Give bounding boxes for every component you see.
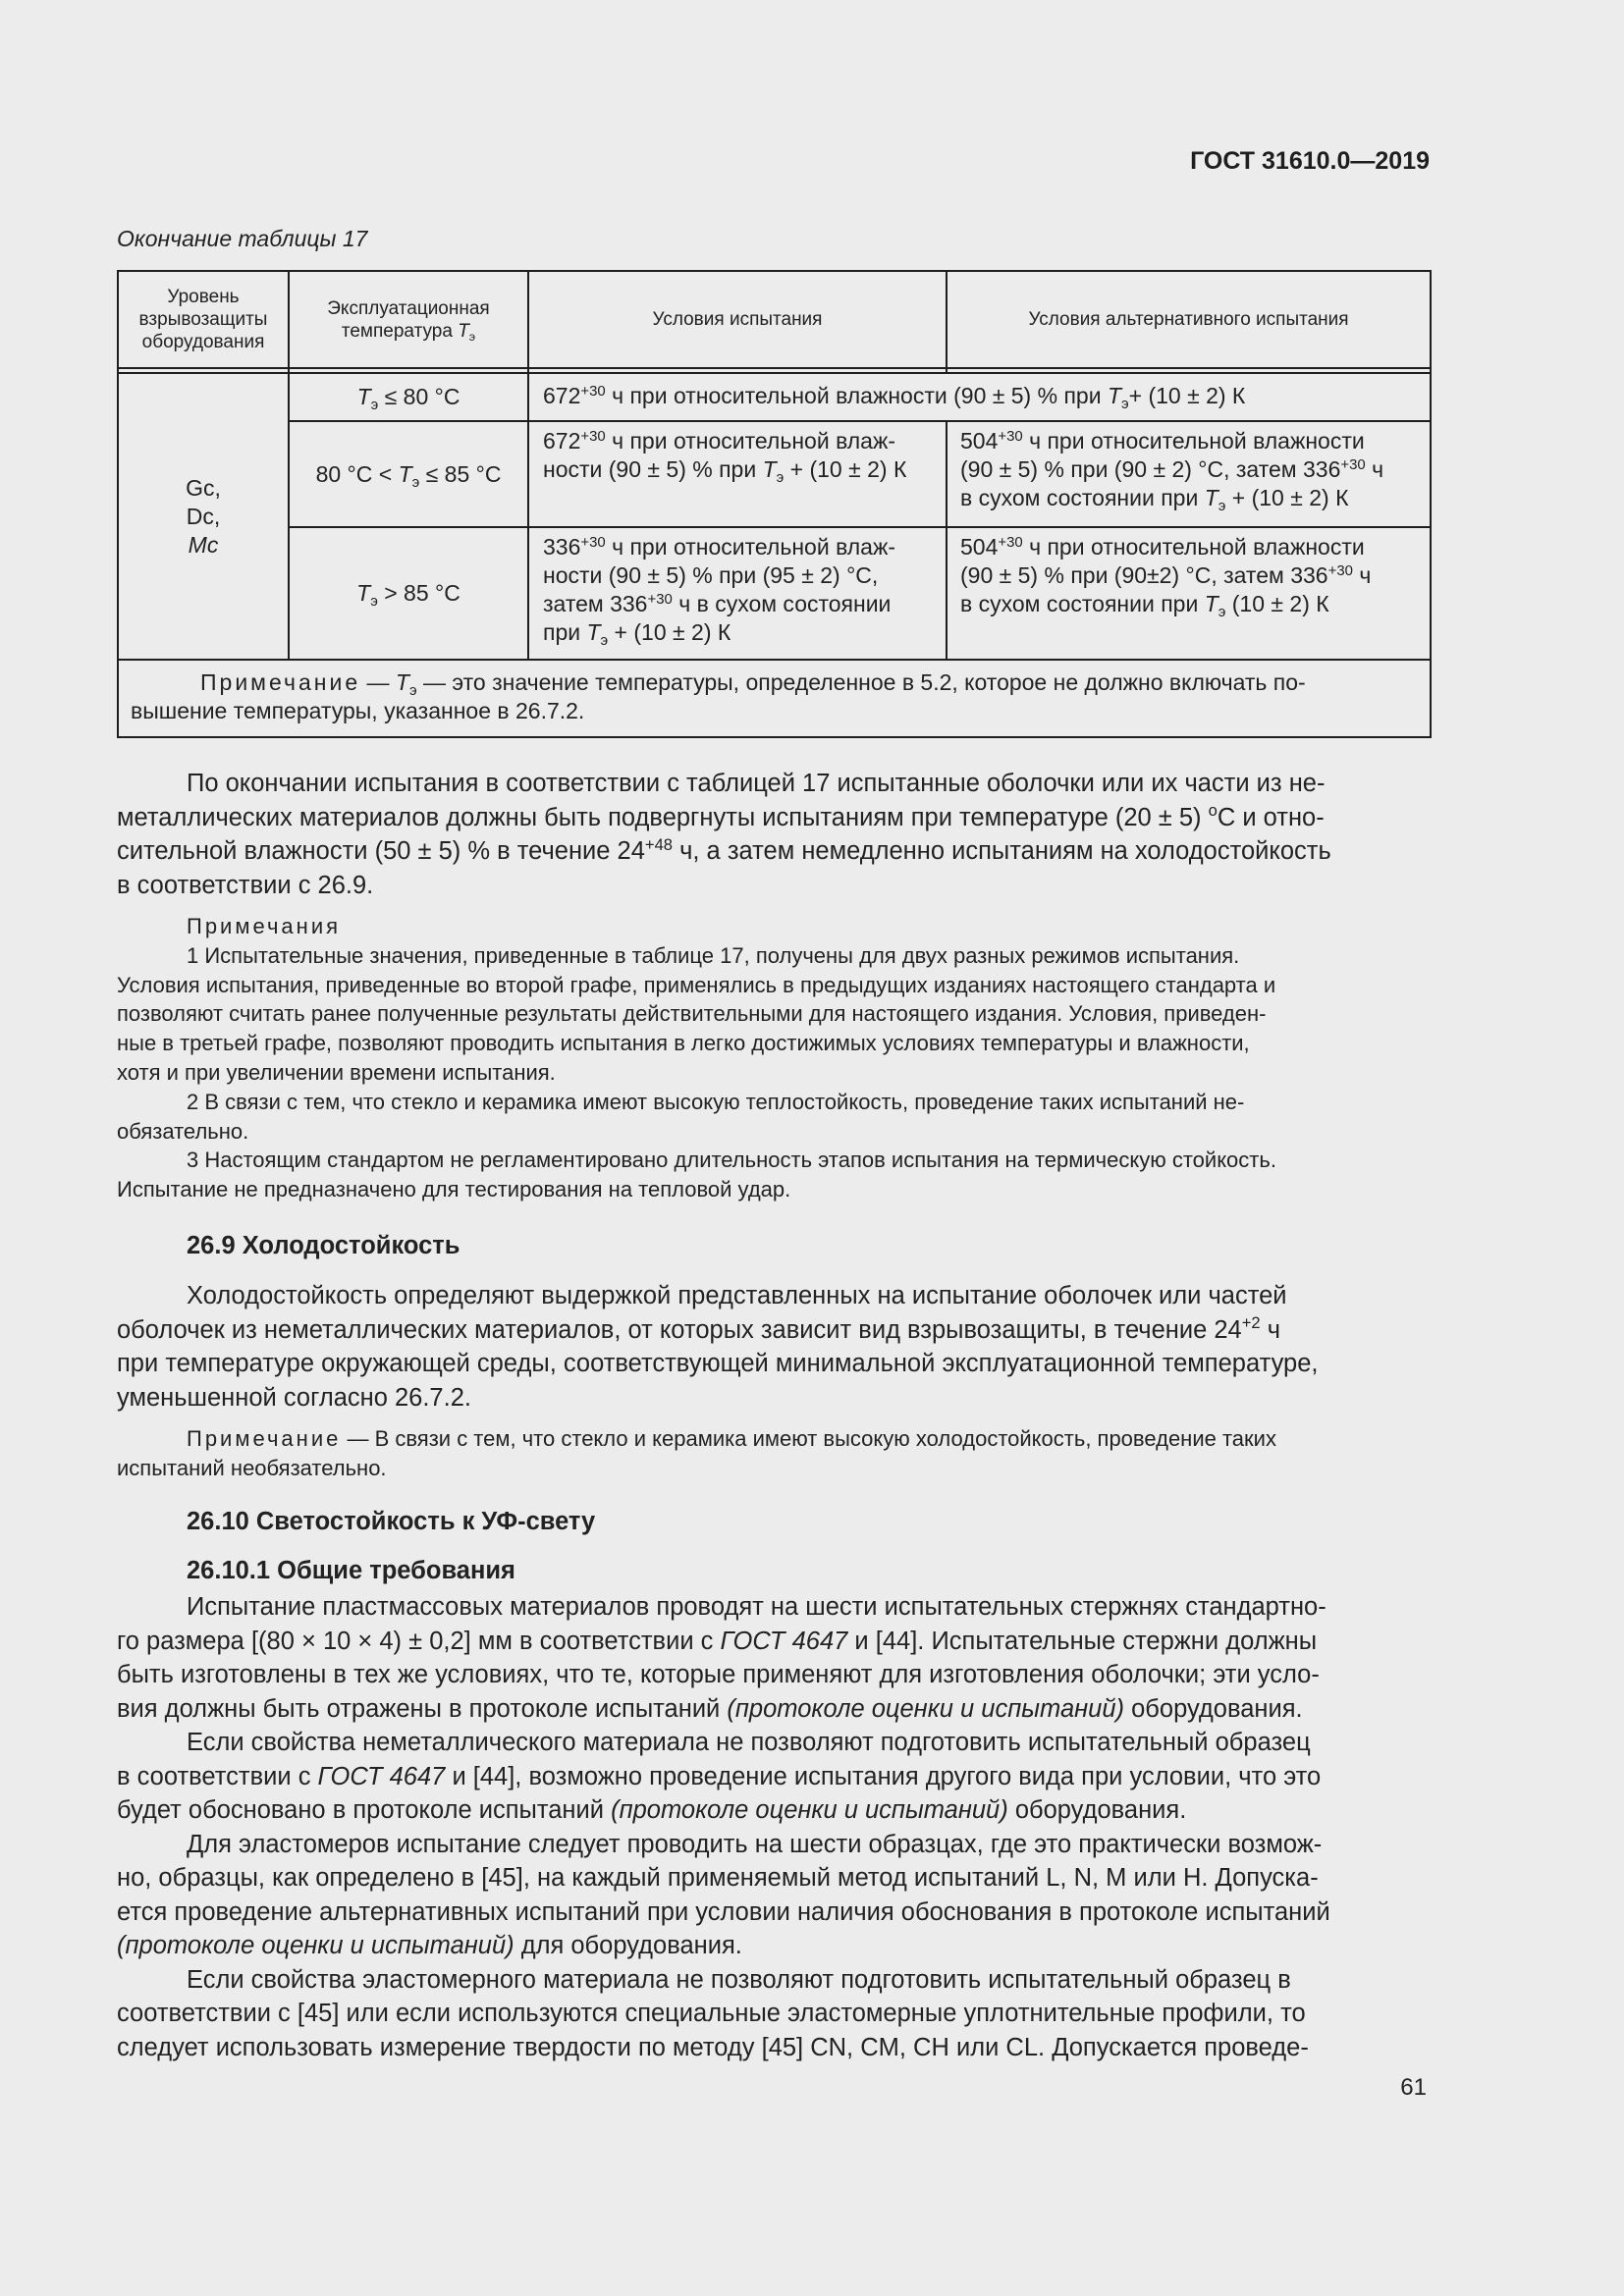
cond-text: 504 <box>960 534 999 560</box>
header-level-line: взрывозащиты <box>138 309 268 330</box>
tolerance-sup: +30 <box>580 382 606 400</box>
text-line: уменьшенной согласно 26.7.2. <box>117 1383 471 1412</box>
text-line: быть изготовлены в тех же условиях, что те, которые применяют для изготовления оболочки; эти усло- <box>117 1661 1320 1688</box>
cond-text: 504 <box>960 428 999 454</box>
section-26-9-body <box>117 1279 1432 1415</box>
cond-text: в сухом состоянии при <box>960 485 1205 510</box>
table-note <box>131 668 1422 725</box>
temp-symbol: T <box>762 456 777 482</box>
cond-text: + (10 ± 2) К <box>608 619 731 645</box>
temp-subscript: э <box>776 469 785 487</box>
note-text: — это значение температуры, определенное в 5.2, которое не должно включать по- <box>416 669 1306 695</box>
tolerance-sup: +30 <box>580 533 606 551</box>
text-line-italic: (протоколе оценки и испытаний) <box>727 1694 1125 1723</box>
header-conditions <box>529 272 946 367</box>
temp-symbol: T <box>1204 591 1218 616</box>
cond-text: затем 336 <box>543 591 648 616</box>
section-26-10-1-body <box>117 1590 1432 2064</box>
temp-symbol: T <box>1107 383 1121 408</box>
text-line-italic: (протоколе оценки и испытаний) <box>117 1932 514 1959</box>
temp-symbol: T <box>356 384 371 409</box>
header-level-line: оборудования <box>141 332 265 352</box>
note-line: обязательно. <box>117 1118 249 1144</box>
header-temperature <box>290 272 527 367</box>
standard-reference: ГОСТ 4647 <box>720 1627 848 1655</box>
cond-text: ч при относительной влажности <box>1022 534 1365 560</box>
cond-text: (90 ± 5) % при (90 ± 2) °C, затем 336 <box>960 456 1341 482</box>
header-alt-conditions <box>947 272 1430 367</box>
temp-symbol: T <box>356 580 371 606</box>
text-line: го размера [(80 × 10 × 4) ± 0,2] мм в соответствии с <box>117 1627 721 1655</box>
note-divider <box>119 659 1430 661</box>
temp-subscript: э <box>370 397 379 414</box>
note-line: Испытание не предназначено для тестирования на тепловой удар. <box>117 1177 791 1202</box>
text-line: и [44]. Испытательные стержни должны <box>847 1627 1318 1655</box>
row3-alt-conditions <box>960 533 1428 621</box>
temp-range: ≤ 85 °C <box>419 460 502 487</box>
level-line: Dc, <box>186 503 221 529</box>
note-line: хотя и при увеличении времени испытания. <box>117 1059 556 1085</box>
cond-text: + (10 ± 2) К <box>784 456 907 482</box>
text-line: оборудования. <box>1124 1694 1303 1723</box>
cond-text: + (10 ± 2) К <box>1225 485 1349 510</box>
cond-text: в сухом состоянии при <box>960 591 1205 616</box>
notes-block <box>117 912 1432 1204</box>
temp-range: 80 °C < <box>315 460 399 487</box>
page-number: 61 <box>1400 2074 1427 2101</box>
header-level-line: Уровень <box>167 287 240 307</box>
note-line: позволяют считать ранее полученные результаты действительными для настоящего издания. Условия, приведен- <box>117 1001 1267 1027</box>
cond-text: ч при относительной влажности (90 ± 5) % при <box>605 383 1108 408</box>
note-line: — В связи с тем, что стекло и керамика имеют высокую холодостойкость, проведение таких <box>341 1426 1276 1451</box>
note-label: Примечание <box>200 669 361 695</box>
notes-title: Примечания <box>187 914 342 938</box>
row2-conditions <box>543 427 936 487</box>
note-text: — <box>360 669 396 695</box>
table-caption: Окончание таблицы 17 <box>117 226 368 251</box>
text-line: ч, а затем немедленно испытаниям на холодостойкость <box>673 837 1331 865</box>
section-26-10-1-heading: 26.10.1 Общие требования <box>187 1557 515 1584</box>
temp-range: > 85 °C <box>377 580 460 606</box>
header-divider-1 <box>119 367 1430 369</box>
temp-subscript: э <box>1121 396 1129 413</box>
text-line: в соответствии с <box>117 1762 318 1790</box>
note-line: 1 Испытательные значения, приведенные в таблице 17, получены для двух разных режимов испытания. <box>187 942 1240 968</box>
cond-text: 336 <box>543 534 581 560</box>
cond-text: ч при относительной влаж- <box>605 428 896 454</box>
tolerance-sup: +30 <box>998 427 1023 445</box>
temp-subscript: э <box>468 329 476 344</box>
text-line: оболочек из неметаллических материалов, от которых зависит вид взрывозащиты, в течение 24 <box>117 1315 1242 1344</box>
temp-symbol: T <box>395 669 409 695</box>
temp-subscript: э <box>370 593 378 611</box>
level-line: Mc <box>188 531 219 558</box>
tolerance-sup: +48 <box>644 834 674 854</box>
section-26-9-heading: 26.9 Холодостойкость <box>187 1232 460 1259</box>
text-line: оборудования. <box>1007 1796 1187 1824</box>
text-line: и [44], возможно проведение испытания другого вида при условии, что это <box>445 1762 1322 1790</box>
cond-text: ч в сухом состоянии <box>672 591 892 616</box>
header-temperature-line: Эксплуатационная <box>327 297 490 319</box>
note-line: ные в третьей графе, позволяют проводить испытания в легко достижимых условиях температуры и влажности, <box>117 1031 1250 1056</box>
text-line: ется проведение альтернативных испытаний при условии наличия обоснования в протоколе испытаний <box>117 1897 1330 1926</box>
text-line-italic: (протоколе оценки и испытаний) <box>611 1796 1008 1824</box>
cond-text: ч <box>1352 562 1372 588</box>
temp-subscript: э <box>411 473 420 491</box>
cond-text: при <box>543 619 587 645</box>
row2-alt-conditions <box>960 427 1428 515</box>
temp-symbol: T <box>458 320 469 342</box>
temp-symbol: T <box>1204 485 1218 510</box>
cond-text: ч при относительной влаж- <box>605 534 896 560</box>
text-line: при температуре окружающей среды, соответствующей минимальной эксплуатационной температуре, <box>117 1350 1319 1377</box>
cond-text: ч <box>1365 456 1384 482</box>
temp-symbol: T <box>398 460 412 487</box>
note-text: вышение температуры, указанное в 26.7.2. <box>131 698 585 723</box>
row3-conditions <box>543 533 936 650</box>
cond-text: 672 <box>543 383 581 408</box>
text-line: По окончании испытания в соответствии с таблицей 17 испытанные оболочки или их части из не- <box>187 770 1326 797</box>
text-line: металлических материалов должны быть подвергнуты испытаниям при температуре (20 ± 5) <box>117 803 1209 831</box>
col-divider-3-body <box>946 420 947 659</box>
text-line: ч <box>1260 1315 1280 1344</box>
row1-conditions <box>543 382 1427 417</box>
text-line: будет обосновано в протоколе испытаний <box>117 1796 612 1824</box>
cond-text: ности (90 ± 5) % при <box>543 456 763 482</box>
note-line: Условия испытания, приведенные во второй графе, применялись в предыдущих изданиях настоящего стандарта и <box>117 972 1276 997</box>
level-cell <box>119 374 288 659</box>
tolerance-sup: +2 <box>1241 1313 1261 1333</box>
text-line: следует использовать измерение твердости по методу [45] CN, CM, CH или CL. Допускается проведе- <box>117 2033 1309 2061</box>
temp-subscript: э <box>1218 498 1226 515</box>
tolerance-sup: +30 <box>1340 455 1366 473</box>
cond-text: + (10 ± 2) К <box>1128 383 1246 408</box>
level-line: Gc, <box>186 474 221 501</box>
degree-sup: о <box>1208 801 1218 821</box>
header-level <box>119 272 288 367</box>
row2-temp <box>290 422 527 526</box>
header-temperature-line: температура <box>341 320 459 342</box>
text-line: соответствии с [45] или если используются специальные эластомерные уплотнительные профили, то <box>117 2000 1306 2027</box>
section-26-9-note <box>117 1424 1432 1483</box>
temp-range: ≤ 80 °C <box>378 384 460 409</box>
row3-temp <box>290 528 527 659</box>
text-line: С и отно- <box>1217 803 1325 831</box>
temp-symbol: T <box>586 619 601 645</box>
paragraph-after-table <box>117 767 1432 902</box>
note-label: Примечание <box>187 1426 342 1451</box>
text-line: вия должны быть отражены в протоколе испытаний <box>117 1694 728 1723</box>
section-26-10-heading: 26.10 Светостойкость к УФ-свету <box>187 1508 596 1535</box>
table-17 <box>117 270 1432 738</box>
tolerance-sup: +30 <box>1327 561 1353 579</box>
cond-text: 672 <box>543 428 581 454</box>
temp-subscript: э <box>1218 604 1226 621</box>
temp-subscript: э <box>600 632 609 650</box>
cond-text: ности (90 ± 5) % при (95 ± 2) °C, <box>543 562 879 588</box>
text-line: но, образцы, как определено в [45], на каждый применяемый метод испытаний L, N, M или H. Допуска- <box>117 1864 1319 1892</box>
tolerance-sup: +30 <box>580 427 606 445</box>
note-line: 3 Настоящим стандартом не регламентировано длительность этапов испытания на термическую стойкость. <box>187 1148 1276 1173</box>
text-line: Если свойства неметаллического материала не позволяют подготовить испытательный образец <box>187 1729 1311 1756</box>
cond-text: (90 ± 5) % при (90±2) °C, затем 336 <box>960 562 1328 588</box>
standard-reference: ГОСТ 4647 <box>317 1762 446 1790</box>
note-line: испытаний необязательно. <box>117 1455 387 1480</box>
text-line: Холодостойкость определяют выдержкой представленных на испытание оболочек или частей <box>187 1282 1287 1309</box>
text-line: для оборудования. <box>514 1932 742 1959</box>
text-line: в соответствии с 26.9. <box>117 871 374 899</box>
text-line: Испытание пластмассовых материалов проводят на шести испытательных стержнях стандартно- <box>187 1593 1326 1621</box>
cond-text: ч при относительной влажности <box>1022 428 1365 454</box>
text-line: сительной влажности (50 ± 5) % в течение 24 <box>117 837 645 865</box>
text-line: Для эластомеров испытание следует проводить на шести образцах, где это практически возмож- <box>187 1830 1323 1858</box>
temp-subscript: э <box>408 682 417 700</box>
note-line: 2 В связи с тем, что стекло и керамика имеют высокую теплостойкость, проведение таких испытаний не- <box>187 1089 1245 1114</box>
tolerance-sup: +30 <box>998 533 1023 551</box>
document-id: ГОСТ 31610.0—2019 <box>1190 147 1430 175</box>
cond-text: (10 ± 2) К <box>1225 591 1329 616</box>
header-conditions-label: Условия испытания <box>652 309 823 330</box>
text-line: Если свойства эластомерного материала не позволяют подготовить испытательный образец в <box>187 1965 1291 1994</box>
tolerance-sup: +30 <box>647 590 673 608</box>
row1-temp <box>290 374 527 420</box>
header-alt-conditions-label: Условия альтернативного испытания <box>1028 309 1349 330</box>
